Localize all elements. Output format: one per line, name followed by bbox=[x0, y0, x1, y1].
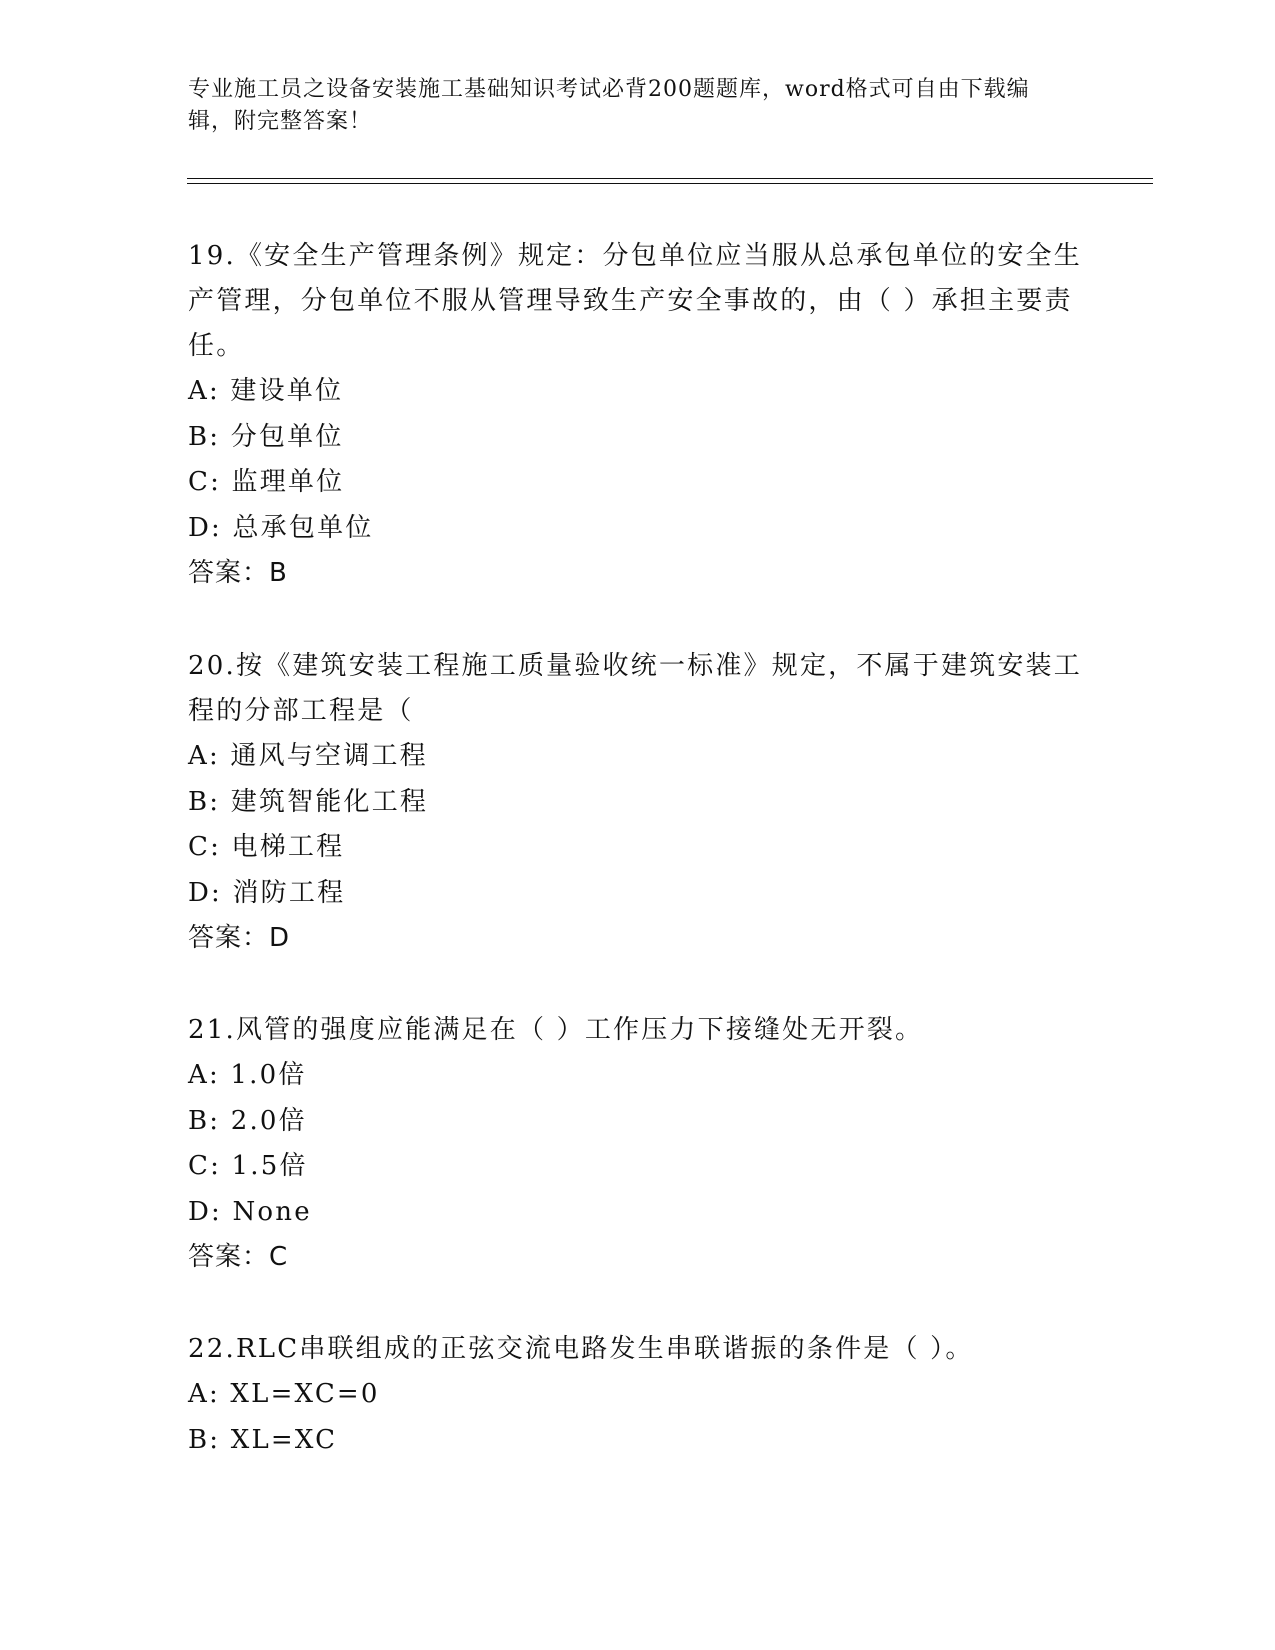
option-c: C: 1.5倍 bbox=[188, 1151, 308, 1181]
question-text: 21.风管的强度应能满足在（ ）工作压力下接缝处无开裂。 bbox=[188, 1015, 924, 1045]
option-a: A: 1.0倍 bbox=[188, 1060, 307, 1090]
question-22 bbox=[188, 1327, 1088, 1463]
answer: 答案：B bbox=[188, 558, 288, 588]
option-d: D: 消防工程 bbox=[188, 877, 346, 908]
question-text: 20.按《建筑安装工程施工质量验收统一标准》规定，不属于建筑安装工程的分部工程是（ bbox=[188, 651, 1082, 726]
option-b: B: 建筑智能化工程 bbox=[188, 786, 429, 817]
header-divider-bottom bbox=[187, 183, 1153, 184]
option-a: A: 通风与空调工程 bbox=[188, 741, 428, 771]
question-20 bbox=[188, 644, 1088, 961]
option-a: A: 建设单位 bbox=[188, 376, 344, 406]
answer: 答案：C bbox=[188, 1242, 289, 1272]
answer: 答案：D bbox=[188, 923, 291, 953]
option-b: B: 分包单位 bbox=[188, 421, 344, 452]
header-divider-top bbox=[187, 178, 1153, 179]
header-title: 专业施工员之设备安装施工基础知识考试必背200题题库，word格式可自由下载编辑，附完整答案！ bbox=[188, 77, 1030, 134]
option-d: D: 总承包单位 bbox=[188, 512, 374, 543]
question-text: 19.《安全生产管理条例》规定：分包单位应当服从总承包单位的安全生产管理，分包单位不服从管理导致生产安全事故的，由（ ）承担主要责任。 bbox=[188, 241, 1082, 361]
option-b: B: XL=XC bbox=[188, 1424, 338, 1455]
question-21 bbox=[188, 1008, 1088, 1280]
question-19 bbox=[188, 234, 1088, 596]
option-a: A: XL=XC=0 bbox=[188, 1379, 380, 1409]
question-text: 22.RLC串联组成的正弦交流电路发生串联谐振的条件是（ ）。 bbox=[188, 1334, 974, 1364]
document-header bbox=[188, 74, 1068, 138]
option-c: C: 监理单位 bbox=[188, 467, 345, 497]
option-d: D: None bbox=[188, 1196, 312, 1227]
option-b: B: 2.0倍 bbox=[188, 1105, 307, 1136]
option-c: C: 电梯工程 bbox=[188, 832, 345, 862]
